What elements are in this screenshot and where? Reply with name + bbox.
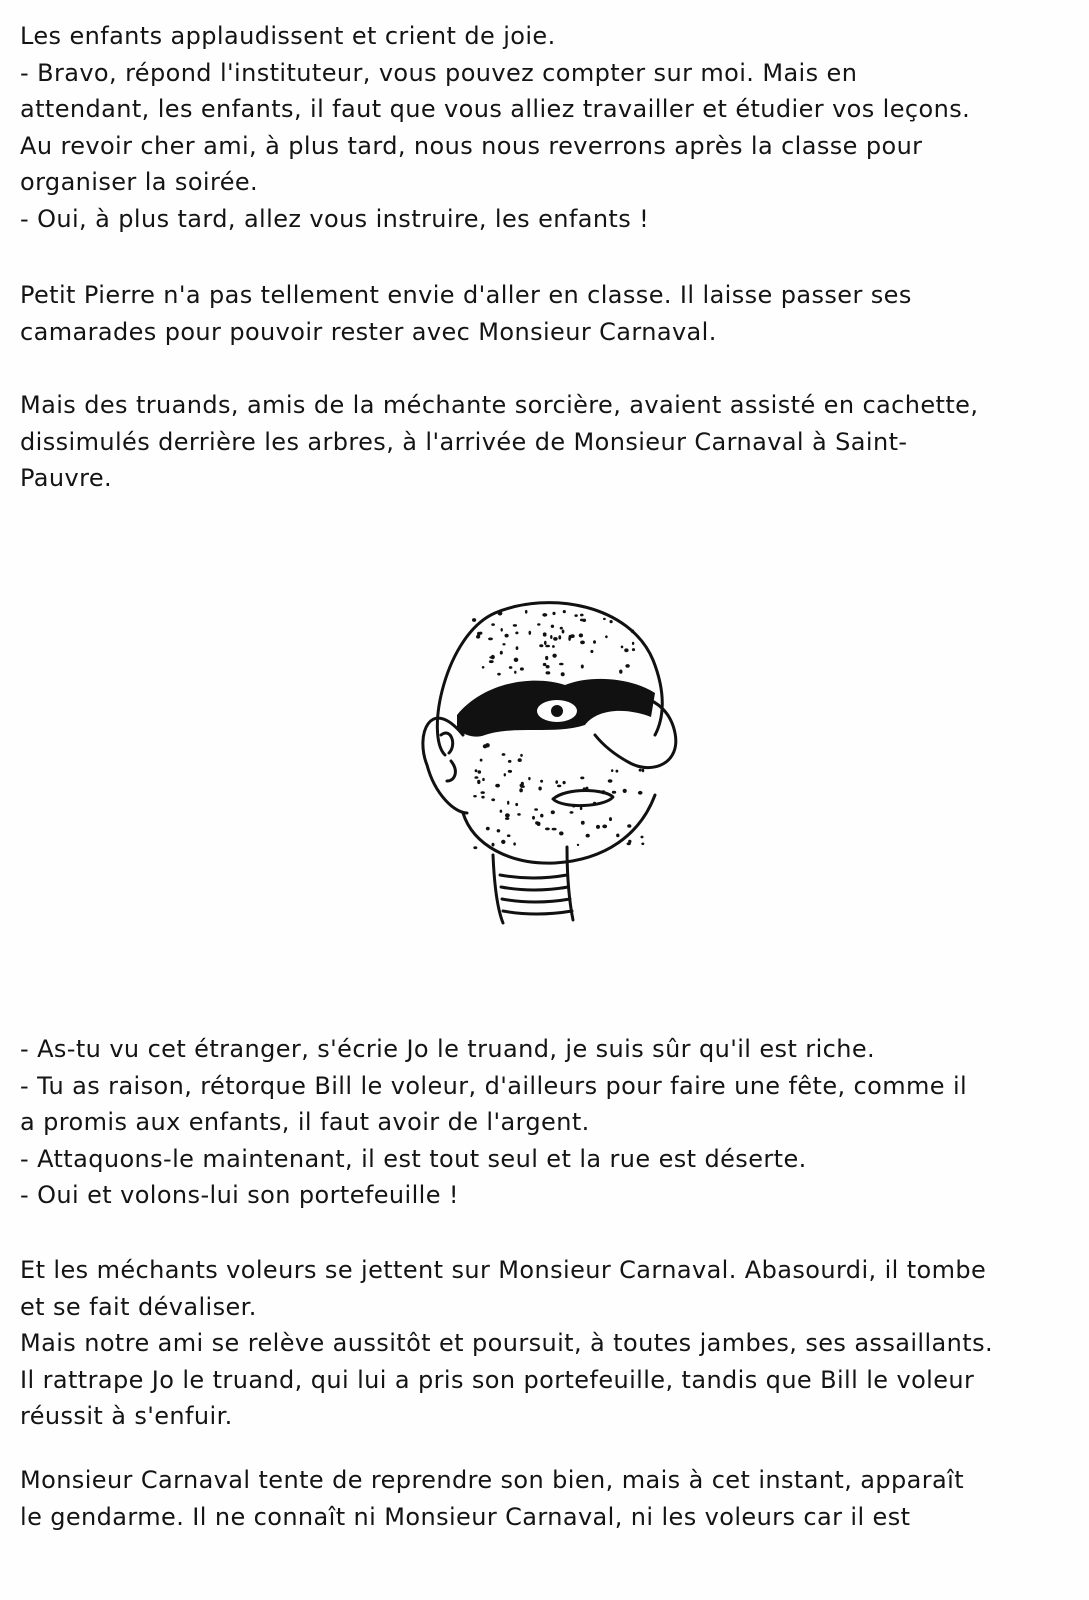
- stubble-dot: [537, 623, 540, 625]
- stubble-dot: [552, 612, 555, 615]
- shirt-stripe: [502, 899, 570, 902]
- stubble-dot: [557, 785, 561, 788]
- text-line: dissimulés derrière les arbres, à l'arrivée de Monsieur Carnaval à Saint-: [20, 427, 908, 456]
- stubble-dot: [525, 610, 528, 614]
- stubble-dot: [514, 671, 516, 674]
- stubble-dot: [545, 828, 550, 831]
- stubble-dot: [628, 840, 631, 843]
- paragraph-robbery: [20, 1252, 1080, 1435]
- stubble-dot: [570, 811, 574, 814]
- stubble-dot: [543, 663, 547, 666]
- neck-outline-left: [493, 855, 503, 923]
- stubble-dot: [501, 840, 505, 844]
- text-line: a promis aux enfants, il faut avoir de l'argent.: [20, 1108, 590, 1136]
- stubble-dot: [641, 836, 644, 839]
- stubble-dot: [488, 638, 493, 641]
- stubble-dot: [602, 825, 607, 829]
- masked-thief-head-icon: [415, 585, 695, 940]
- stubble-dot: [491, 798, 495, 801]
- stubble-dot: [580, 777, 584, 780]
- stubble-dot: [477, 632, 481, 636]
- stubble-dot: [502, 643, 505, 645]
- stubble-dot: [625, 664, 629, 668]
- stubble-dot: [473, 846, 477, 849]
- paragraph-thieves-dialogue: [20, 1031, 1080, 1214]
- stubble-dot: [609, 817, 612, 821]
- stubble-dot: [641, 843, 644, 846]
- stubble-dot: [540, 780, 543, 783]
- stubble-dot: [477, 780, 480, 784]
- text-line: Les enfants applaudissent et crient de joie.: [20, 22, 556, 50]
- stubble-dot: [482, 666, 485, 669]
- stubble-dot: [545, 645, 550, 648]
- stubble-dot: [627, 824, 631, 828]
- text-line: réussit à s'enfuir.: [20, 1402, 233, 1430]
- stubble-dot: [570, 634, 574, 638]
- stubble-dot: [608, 779, 613, 782]
- stubble-dot: [520, 785, 525, 788]
- stubble-dot: [513, 842, 516, 845]
- text-line: Mais des truands, amis de la méchante sorcière, avaient assisté en cachette,: [20, 391, 979, 419]
- stubble-dot: [539, 644, 543, 647]
- stubble-dot: [605, 635, 608, 638]
- shirt-stripe: [501, 887, 568, 890]
- stubble-dot: [472, 618, 476, 622]
- stubble-dot: [482, 778, 485, 781]
- stubble-dot: [563, 610, 566, 613]
- text-line: Au revoir cher ami, à plus tard, nous nous reverrons après la classe pour: [20, 131, 923, 160]
- text-line: - Oui, à plus tard, allez vous instruire, les enfants !: [20, 204, 650, 233]
- stubble-dot: [546, 671, 551, 674]
- text-line: le gendarme. Il ne connaît ni Monsieur Carnaval, ni les voleurs car il est: [20, 1502, 911, 1531]
- stubble-dot: [555, 780, 558, 784]
- stubble-dot: [532, 816, 535, 820]
- stubble-dot: [481, 791, 485, 794]
- stubble-dot: [497, 611, 500, 613]
- text-line: attendant, les enfants, il faut que vous alliez travailler et étudier vos leçons.: [20, 95, 971, 123]
- stubble-dot: [520, 667, 524, 670]
- text-line: - Bravo, répond l'instituteur, vous pouvez compter sur moi. Mais en: [20, 58, 858, 87]
- thief-drawing-strokes: [423, 603, 676, 923]
- stubble-dot: [505, 634, 509, 638]
- stubble-dot: [497, 673, 501, 676]
- stubble-dot: [616, 834, 619, 838]
- stubble-dot: [559, 663, 564, 666]
- stubble-dot: [593, 802, 596, 805]
- stubble-dot: [552, 654, 556, 658]
- stubble-dot: [507, 801, 509, 805]
- stubble-dot: [514, 658, 519, 662]
- stubble-dot: [491, 623, 495, 626]
- stubble-dot: [517, 813, 521, 816]
- stubble-dot: [574, 614, 577, 617]
- stubble-dot: [601, 790, 606, 794]
- stubble-dot: [624, 648, 628, 652]
- stubble-dot: [474, 776, 478, 779]
- stubble-dot: [534, 808, 538, 811]
- stubble-dot: [543, 632, 547, 636]
- stubble-dot: [558, 635, 561, 639]
- stubble-dot: [489, 660, 494, 663]
- paragraph-school-farewell: [20, 18, 1080, 237]
- stubble-dot: [509, 666, 513, 669]
- stubble-dot: [583, 787, 586, 790]
- text-line: Et les méchants voleurs se jettent sur Monsieur Carnaval. Abasourdi, il tombe: [20, 1256, 987, 1284]
- stubble-dot: [610, 620, 613, 623]
- text-line: Monsieur Carnaval tente de reprendre son bien, mais à cet instant, apparaît: [20, 1466, 965, 1494]
- stubble-dot: [505, 817, 509, 820]
- stubble-dot: [495, 784, 500, 788]
- stubble-dot: [638, 791, 643, 795]
- text-line: Il rattrape Jo le truand, qui lui a pris son portefeuille, tandis que Bill le voleur: [20, 1365, 975, 1394]
- shirt-stripe: [503, 911, 572, 914]
- stubble-dot: [529, 631, 532, 635]
- stubble-dot: [580, 619, 584, 622]
- stubble-dot: [515, 803, 518, 806]
- stubble-dot: [580, 807, 583, 811]
- text-line: - As-tu vu cet étranger, s'écrie Jo le truand, je suis sûr qu'il est riche.: [20, 1035, 876, 1063]
- stubble-dot: [563, 781, 566, 784]
- shirt-stripe: [500, 875, 567, 878]
- stubble-dot: [508, 770, 512, 773]
- text-line: Mais notre ami se relève aussitôt et poursuit, à toutes jambes, ses assaillants.: [20, 1329, 994, 1357]
- stubble-dot: [577, 844, 579, 846]
- stubble-dot: [632, 648, 635, 651]
- stubble-dot: [528, 777, 530, 780]
- text-line: - Tu as raison, rétorque Bill le voleur, d'ailleurs pour faire une fête, comme il: [20, 1071, 968, 1100]
- stubble-dot: [639, 769, 642, 772]
- stubble-dot: [486, 827, 490, 831]
- stubble-dot: [500, 810, 503, 813]
- stubble-dot: [579, 633, 583, 637]
- paragraph-petit-pierre: [20, 277, 1080, 350]
- stubble-dot: [612, 791, 616, 794]
- stubble-dot: [501, 628, 503, 632]
- stubble-dot: [586, 834, 590, 838]
- stubble-dot: [572, 805, 575, 808]
- paragraph-truands-hiding: [20, 387, 1080, 497]
- stubble-dot: [502, 753, 506, 756]
- stubble-dot: [560, 627, 563, 630]
- stubble-dot: [518, 758, 522, 762]
- stubble-dot: [552, 645, 555, 648]
- stubble-dot: [540, 814, 543, 818]
- stubble-dot: [621, 646, 624, 649]
- stubble-dot: [544, 641, 547, 645]
- stubble-dot: [542, 613, 547, 617]
- neck-outline-right: [567, 847, 573, 920]
- stubble-dot: [508, 760, 512, 763]
- stubble-dot: [481, 796, 484, 799]
- stubble-dot: [553, 637, 558, 641]
- stubble-dot: [513, 624, 517, 627]
- stubble-dot: [538, 787, 541, 791]
- stubble-dot: [568, 637, 571, 641]
- stubble-dot: [596, 825, 600, 829]
- eye-pupil: [551, 705, 563, 717]
- stubble-dot: [580, 614, 584, 617]
- stubble-dot: [551, 625, 554, 628]
- stubble-dot: [611, 769, 613, 772]
- stubble-dot: [581, 665, 584, 669]
- stubble-dot: [478, 770, 482, 773]
- stubble-dot: [561, 672, 565, 676]
- stubble-dot: [492, 843, 495, 847]
- stubble-dot: [507, 834, 511, 837]
- stubble-dot: [603, 618, 606, 620]
- stubble-dot: [631, 629, 635, 632]
- stubble-dot: [475, 769, 478, 772]
- stubble-dot: [516, 646, 519, 650]
- stubble-dot: [619, 670, 622, 674]
- text-line: Petit Pierre n'a pas tellement envie d'aller en classe. Il laisse passer ses: [20, 281, 912, 309]
- stubble-dot: [590, 650, 593, 653]
- stubble-dot: [497, 829, 501, 832]
- stubble-dot: [537, 822, 541, 826]
- stubble-dot: [546, 665, 550, 668]
- stubble-dot: [483, 744, 487, 748]
- stubble-dot: [551, 810, 555, 814]
- stubble-dot: [585, 787, 588, 791]
- stubble-dot: [552, 828, 557, 831]
- text-line: et se fait dévaliser.: [20, 1292, 257, 1321]
- stubble-dot: [550, 635, 552, 639]
- stubble-dot: [519, 788, 523, 792]
- stubble-dot: [504, 773, 506, 776]
- stubble-dot: [520, 754, 523, 757]
- stubble-dot: [616, 770, 619, 773]
- text-line: organiser la soirée.: [20, 168, 259, 196]
- stubble-dot: [623, 789, 627, 793]
- text-line: Pauvre.: [20, 464, 113, 492]
- ear-inner: [447, 761, 455, 781]
- stubble-dot: [480, 759, 483, 762]
- stubble-dot: [580, 641, 585, 645]
- stubble-dot: [491, 655, 495, 659]
- stubble-dot: [515, 632, 518, 635]
- text-line: - Oui et volons-lui son portefeuille !: [20, 1181, 459, 1209]
- stubble-dot: [559, 831, 564, 835]
- stubble-dot: [500, 651, 503, 655]
- stubble-dot: [642, 769, 645, 773]
- text-line: - Attaquons-le maintenant, il est tout seul et la rue est déserte.: [20, 1144, 807, 1173]
- stubble-dot: [545, 656, 548, 660]
- stubble-dot: [562, 630, 565, 634]
- text-line: camarades pour pouvoir rester avec Monsieur Carnaval.: [20, 317, 717, 346]
- stubble-dot: [581, 821, 585, 825]
- stubble-dot: [505, 813, 510, 817]
- stubble-dot: [473, 795, 477, 797]
- paragraph-gendarme: [20, 1462, 1080, 1535]
- stubble-dot: [593, 640, 596, 644]
- stubble-dot: [632, 642, 634, 645]
